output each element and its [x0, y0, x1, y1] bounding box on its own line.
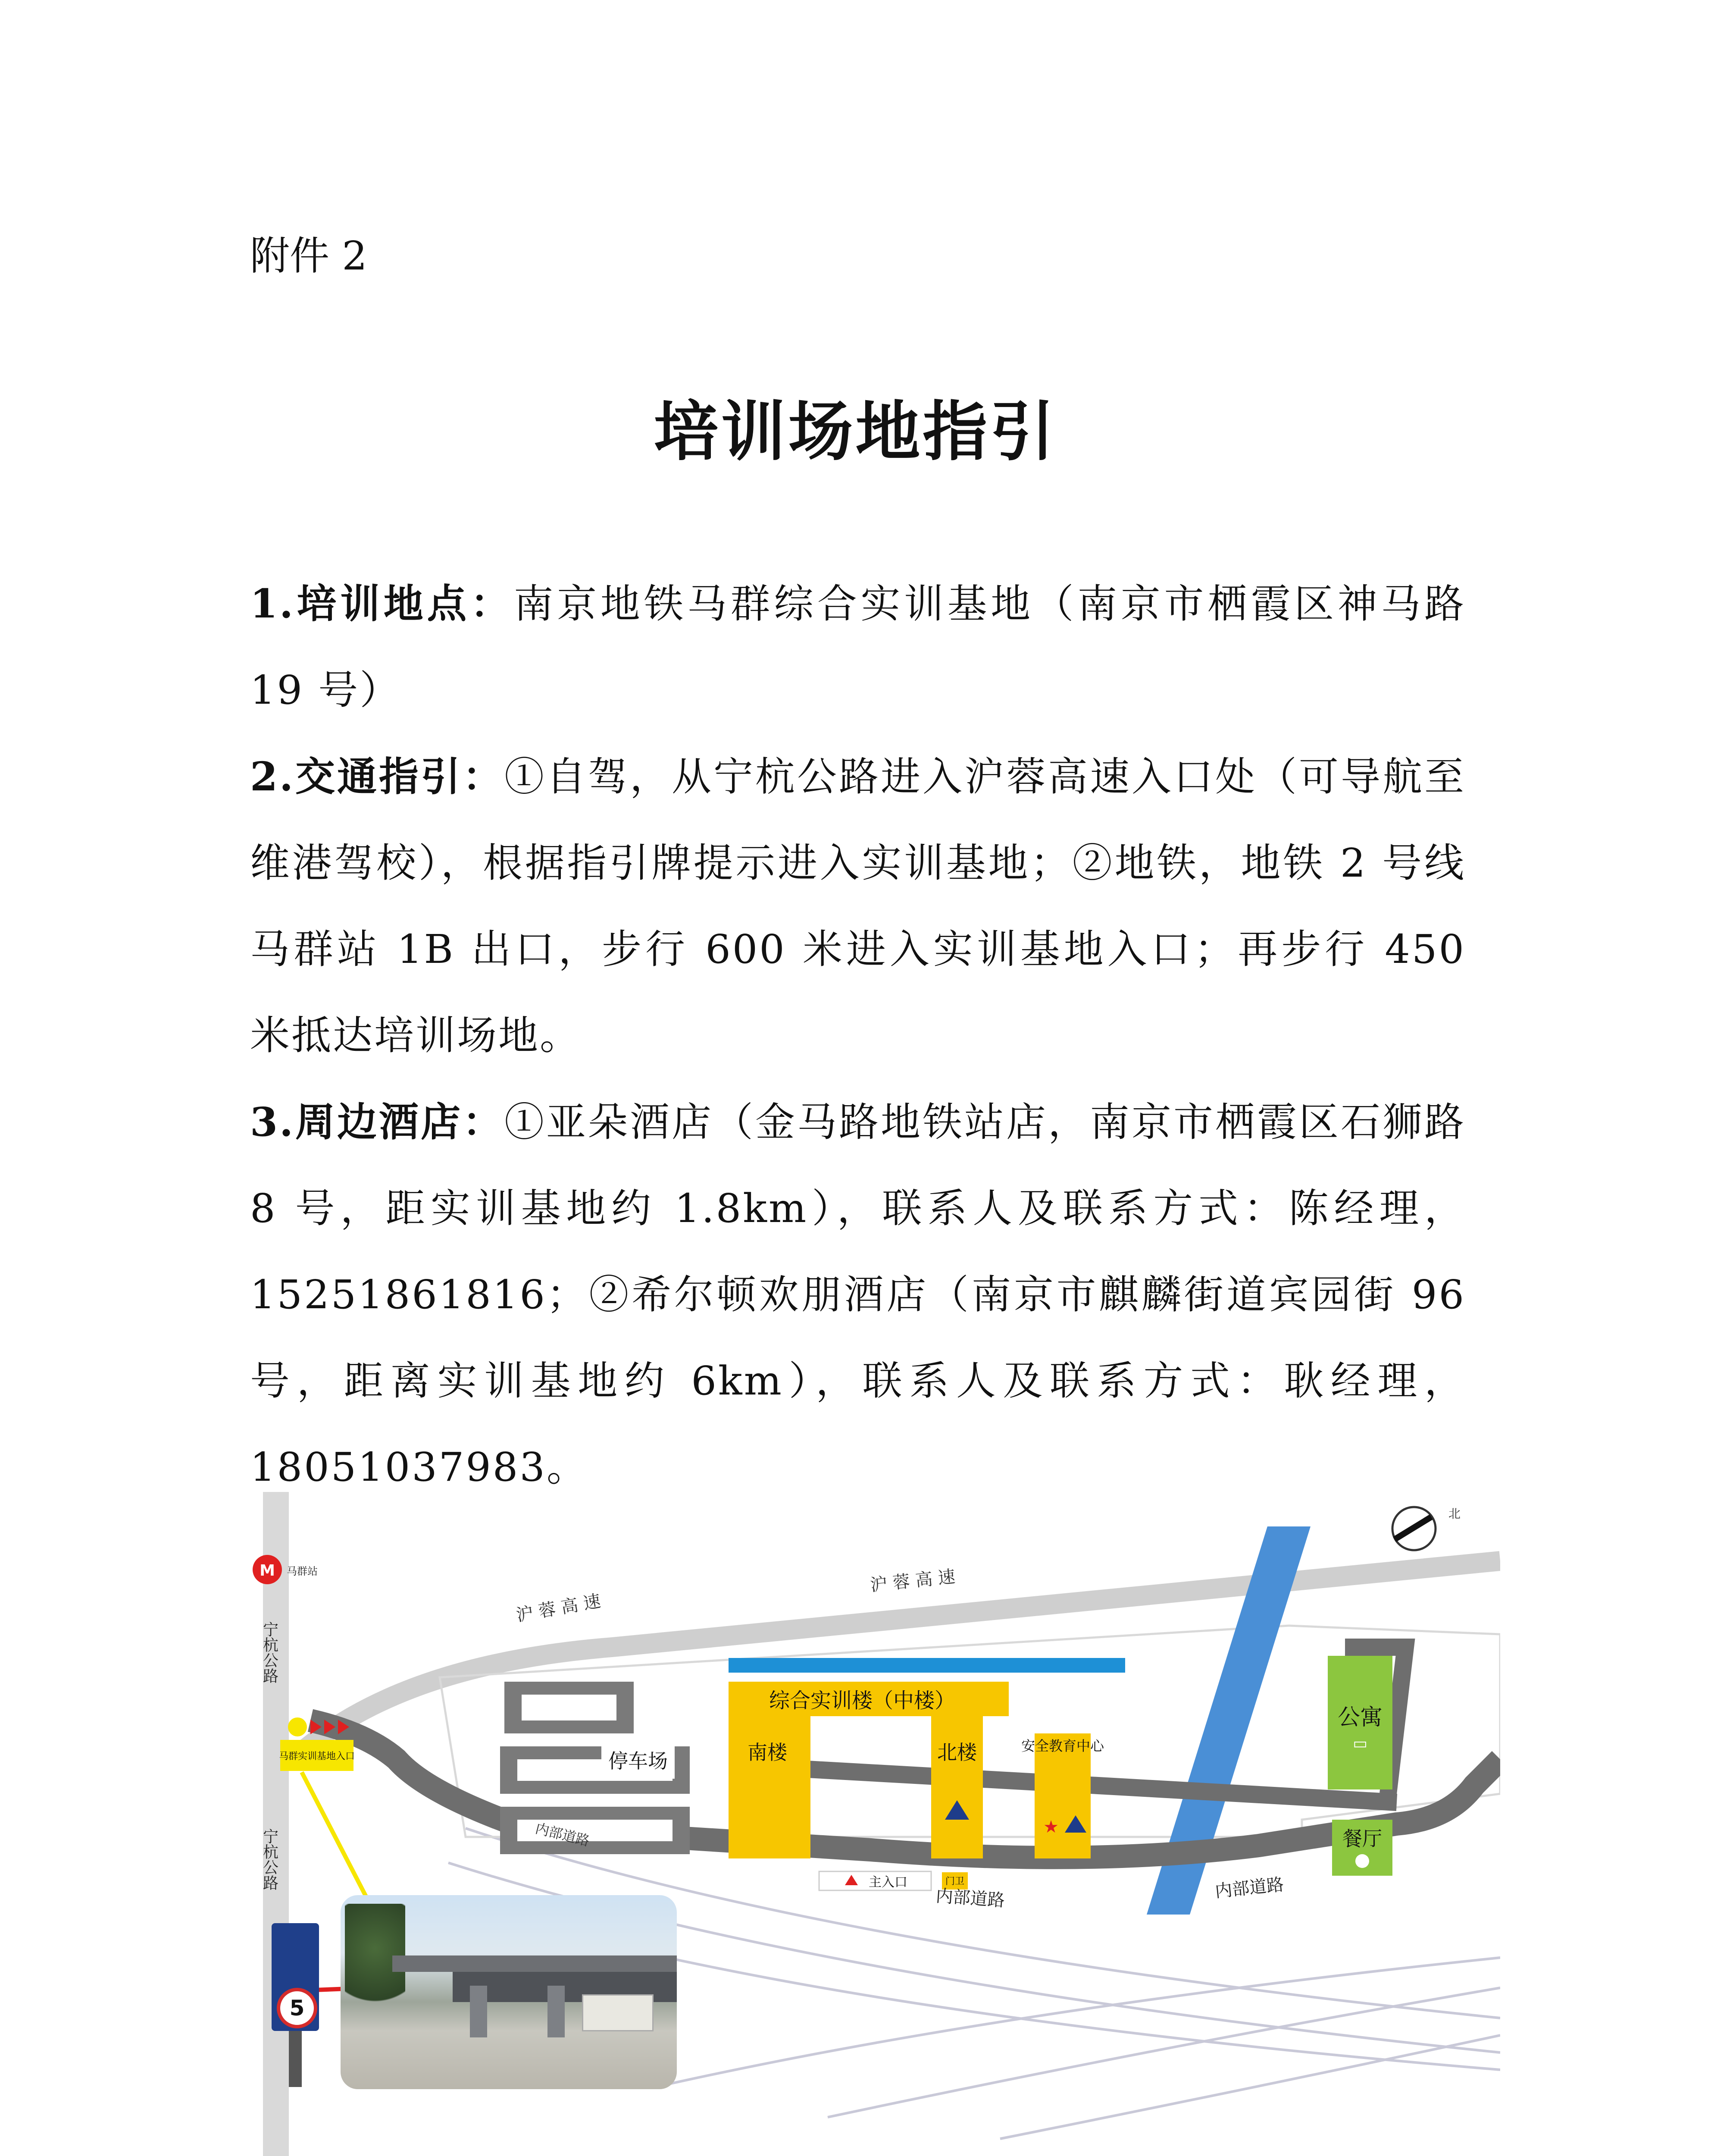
highway-label-1: 沪 蓉 高 速 — [514, 1591, 602, 1626]
highway-label-2: 沪 蓉 高 速 — [869, 1567, 957, 1595]
sign-number: 5 — [277, 1988, 317, 2028]
parking-label: 停车场 — [608, 1749, 668, 1773]
section-label: 3.周边酒店： — [250, 1099, 505, 1145]
section-label: 2.交通指引： — [250, 753, 505, 800]
attachment-label: 附件 2 — [250, 233, 367, 279]
section-text: ①亚朵酒店（金马路地铁站店，南京市栖霞区石狮路 8 号，距实训基地约 1.8km），联系人及联系方式：陈经理，15251861816；②希尔顿欢朋酒店（南京市麒麟街道宾园街 96 号，距离实训基地约 6km），联系人及联系方式：耿经理，18051037983。 — [250, 1099, 1466, 1490]
inner-road-label-1: 内部道路 — [534, 1820, 591, 1849]
ninghang-label-1: 宁杭公路 — [260, 1621, 278, 1683]
body-text — [250, 561, 1466, 1510]
metro-station-label: 马群站 — [287, 1565, 318, 1577]
north-label: 北 — [1448, 1507, 1461, 1521]
main-entrance-label: 主入口 — [869, 1875, 907, 1890]
inner-road-label-3: 内部道路 — [1214, 1874, 1285, 1902]
entrance-sign-label: 马群实训基地入口 — [278, 1751, 355, 1762]
canteen-label: 餐厅 — [1342, 1827, 1382, 1850]
site-map — [224, 1492, 1500, 2156]
apartment-label: 公寓 — [1337, 1705, 1383, 1730]
entrance-path-line — [302, 1772, 366, 1897]
section-label: 1.培训地点： — [250, 580, 514, 627]
bed-icon: ▭ — [1352, 1735, 1368, 1752]
dining-icon — [1355, 1854, 1369, 1868]
south-building-label: 南楼 — [748, 1741, 787, 1764]
section-text: 南京地铁马群综合实训基地（南京市栖霞区神马路 19 号） — [250, 581, 1466, 713]
photo-arrow-icon — [483, 2016, 677, 2089]
signpost-pole — [289, 2031, 302, 2087]
section-location — [250, 561, 1466, 733]
ninghang-label-2: 宁杭公路 — [260, 1828, 278, 1890]
photo-bridge — [392, 1955, 677, 1972]
star-icon: ★ — [1043, 1817, 1059, 1837]
road-signpost — [272, 1923, 319, 2087]
north-building-label: 北楼 — [937, 1741, 977, 1764]
section-text: ①自驾，从宁杭公路进入沪蓉高速入口处（可导航至维港驾校），根据指引牌提示进入实训基地；②地铁，地铁 2 号线马群站 1B 出口，步行 600 米进入实训基地入口；再步行 450 米抵达培训场地。 — [250, 754, 1466, 1059]
inner-road-label-2: 内部道路 — [935, 1886, 1006, 1911]
section-transport — [250, 733, 1466, 1079]
entrance-photo — [341, 1895, 677, 2089]
blue-strip — [729, 1658, 1125, 1673]
section-hotels — [250, 1079, 1466, 1510]
page-title: 培训场地指引 — [654, 394, 1057, 470]
entrance-marker — [288, 1717, 307, 1736]
main-building-label: 综合实训楼（中楼） — [769, 1689, 956, 1713]
metro-m-icon: M — [260, 1562, 275, 1579]
guard-label: 门卫 — [945, 1876, 965, 1887]
safety-center-label: 安全教育中心 — [1021, 1738, 1104, 1754]
